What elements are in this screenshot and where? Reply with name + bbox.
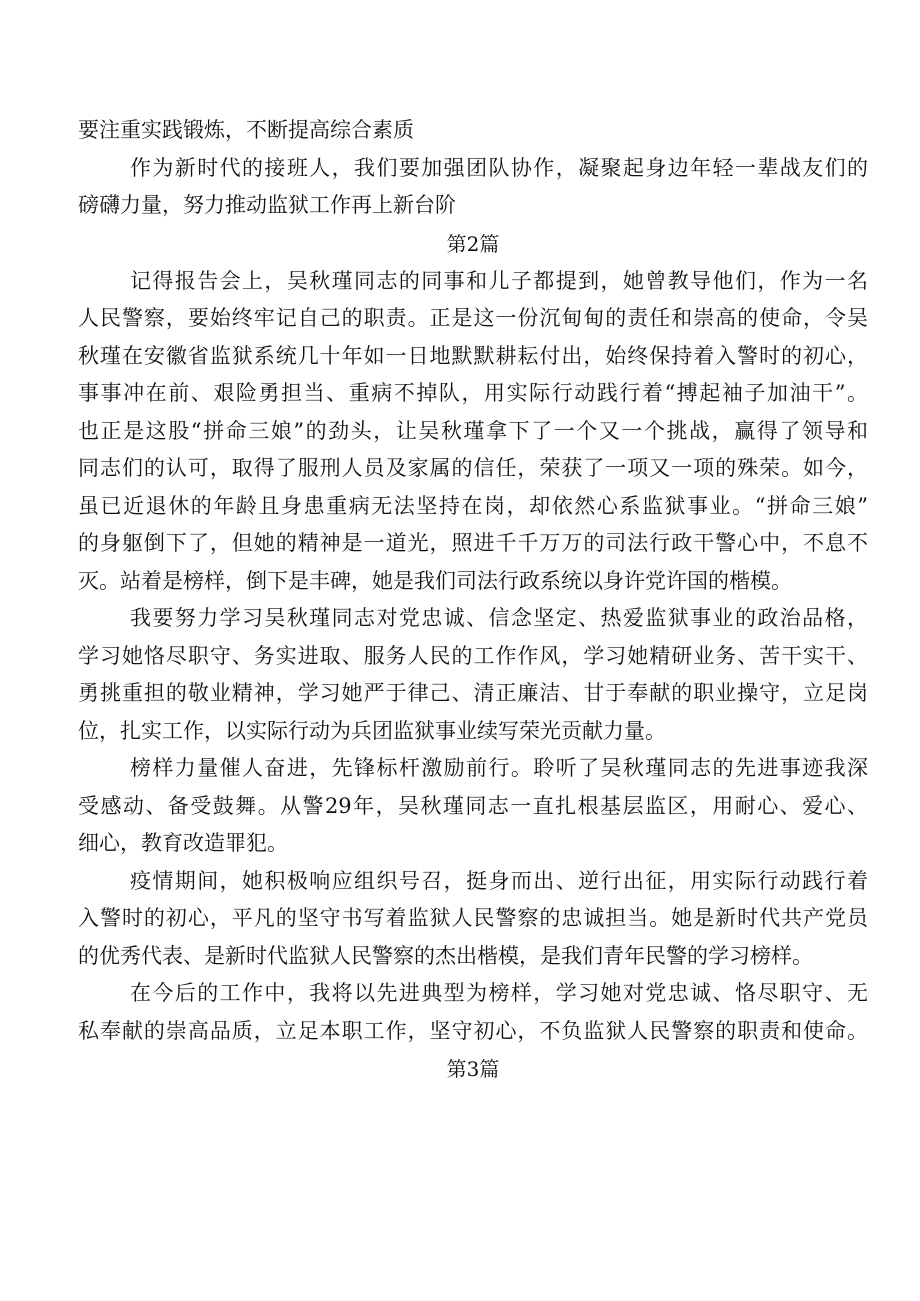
- text-line: 受感动、备受鼓舞。从警29年，吴秋瑾同志一直扎根基层监区，用耐心、爱心、: [78, 793, 868, 818]
- paragraph-2: [78, 150, 868, 225]
- text-line: 细心，教育改造罪犯。: [78, 831, 288, 855]
- paragraph-5: [78, 750, 868, 863]
- paragraph-1: [78, 112, 868, 150]
- text-line: 也正是这股“拼命三娘”的劲头，让吴秋瑾拿下了一个又一个挑战，赢得了领导和: [78, 418, 868, 443]
- text-line: 疫情期间，她积极响应组织号召，挺身而出、逆行出征，用实际行动践行着: [130, 868, 868, 893]
- text-line: 的身躯倒下了，但她的精神是一道光，照进千千万万的司法行政干警心中，不息不: [78, 531, 868, 555]
- section-heading-2: 第2篇: [446, 231, 500, 256]
- text-line: 磅礴力量，努力推动监狱工作再上新台阶: [78, 193, 456, 217]
- text-line: 要注重实践锻炼，不断提高综合素质: [78, 118, 414, 142]
- text-line: 虽已近退休的年龄且身患重病无法坚持在岗，却依然心系监狱事业。“拼命三娘”: [78, 493, 868, 518]
- text-line: 的优秀代表、是新时代监狱人民警察的杰出楷模，是我们青年民警的学习榜样。: [78, 943, 813, 968]
- text-line: 在今后的工作中，我将以先进典型为榜样，学习她对党忠诚、恪尽职守、无: [130, 981, 868, 1005]
- text-line: 榜样力量催人奋进，先锋标杆激励前行。聆听了吴秋瑾同志的先进事迹我深: [130, 756, 868, 780]
- text-line: 学习她恪尽职守、务实进取、服务人民的工作作风，学习她精研业务、苦干实干、: [78, 643, 868, 668]
- section-heading-3: 第3篇: [446, 1057, 500, 1081]
- text-line: 我要努力学习吴秋瑾同志对党忠诚、信念坚定、热爱监狱事业的政治品格，: [130, 606, 868, 630]
- text-line: 秋瑾在安徽省监狱系统几十年如一日地默默耕耘付出，始终保持着入警时的初心，: [78, 343, 868, 368]
- text-line: 同志们的认可，取得了服刑人员及家属的信任，荣获了一项又一项的殊荣。如今，: [78, 456, 868, 480]
- paragraph-7: [78, 975, 868, 1050]
- text-line: 人民警察，要始终牢记自己的职责。正是这一份沉甸甸的责任和崇高的使命，令吴: [78, 306, 868, 330]
- text-line: 灭。站着是榜样，倒下是丰碑，她是我们司法行政系统以身许党许国的楷模。: [78, 568, 792, 593]
- paragraph-4: [78, 600, 868, 750]
- paragraph-3: [78, 263, 868, 601]
- text-line: 作为新时代的接班人，我们要加强团队协作，凝聚起身边年轻一辈战友们的: [130, 155, 868, 180]
- text-line: 事事冲在前、艰险勇担当、重病不掉队，用实际行动践行着“搏起袖子加油干”。: [78, 381, 868, 405]
- document-page: [78, 112, 868, 1088]
- text-line: 入警时的初心，平凡的坚守书写着监狱人民警察的忠诚担当。她是新时代共产党员: [78, 906, 868, 930]
- text-line: 记得报告会上，吴秋瑾同志的同事和儿子都提到，她曾教导他们，作为一名: [130, 268, 868, 293]
- text-line: 勇挑重担的敬业精神，学习她严于律己、清正廉洁、甘于奉献的职业操守，立足岗: [78, 681, 868, 705]
- text-line: 位，扎实工作，以实际行动为兵团监狱事业续写荣光贡献力量。: [78, 718, 666, 743]
- text-line: 私奉献的崇高品质，立足本职工作，坚守初心，不负监狱人民警察的职责和使命。: [78, 1018, 868, 1043]
- paragraph-6: [78, 863, 868, 976]
